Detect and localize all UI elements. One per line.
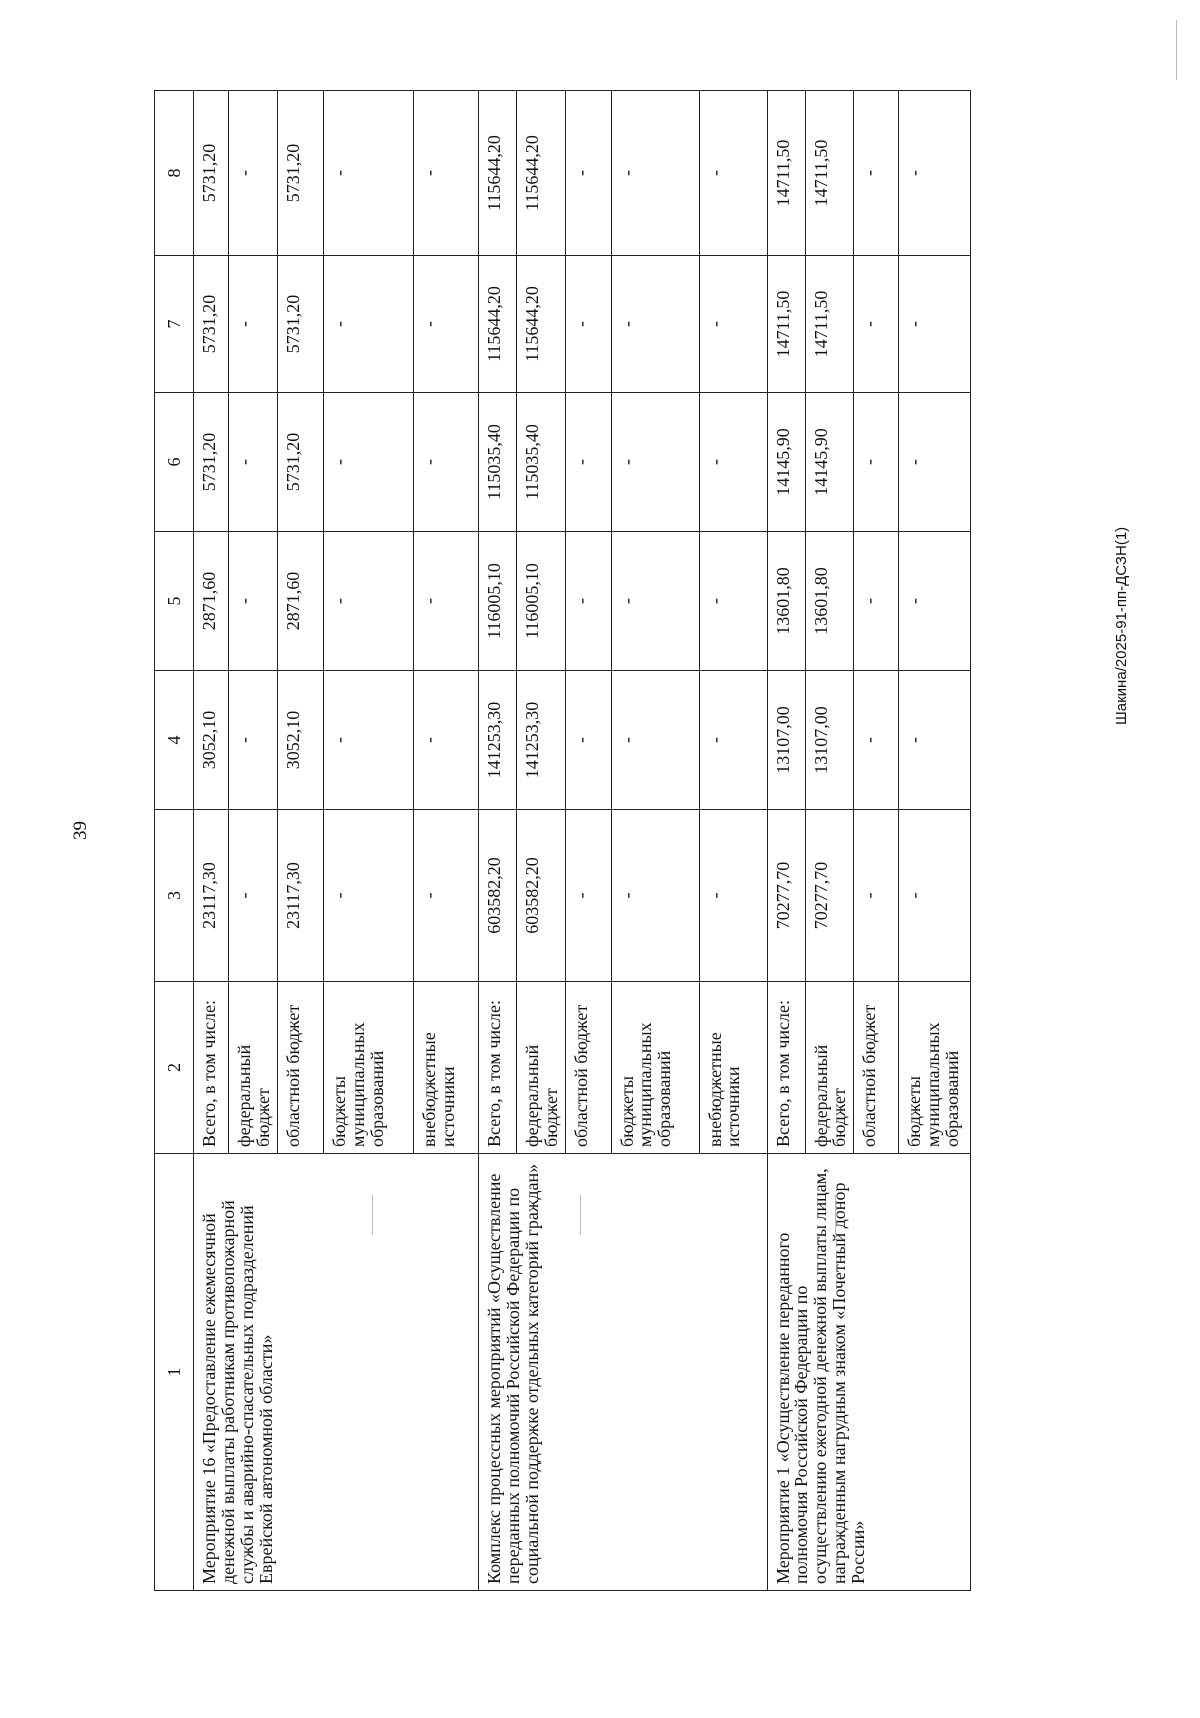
header-cell: 5 xyxy=(155,532,194,671)
amount-cell: - xyxy=(229,810,278,982)
amount-cell: 116005,10 xyxy=(516,532,565,671)
amount-cell: - xyxy=(229,256,278,393)
amount-cell: 115644,20 xyxy=(478,256,516,393)
amount-cell: - xyxy=(699,393,767,532)
amount-cell: 5731,20 xyxy=(277,393,323,532)
amount-cell: 115644,20 xyxy=(516,91,565,256)
amount-cell: 5731,20 xyxy=(277,256,323,393)
amount-cell: - xyxy=(899,91,971,256)
amount-cell: 115035,40 xyxy=(516,393,565,532)
amount-cell: - xyxy=(323,671,413,810)
amount-cell: - xyxy=(413,91,478,256)
amount-cell: - xyxy=(699,91,767,256)
scan-artifact-line xyxy=(1176,20,1177,80)
funding-source-cell: областной бюджет xyxy=(277,982,323,1154)
amount-cell: - xyxy=(229,532,278,671)
funding-source-cell: Всего, в том числе: xyxy=(767,982,805,1154)
amount-cell: 23117,30 xyxy=(277,810,323,982)
amount-cell: 115644,20 xyxy=(516,256,565,393)
table-body xyxy=(155,91,971,1591)
amount-cell: 70277,70 xyxy=(805,810,854,982)
amount-cell: - xyxy=(611,810,699,982)
amount-cell: 5731,20 xyxy=(277,91,323,256)
amount-cell: - xyxy=(854,532,899,671)
funding-source-cell: бюджеты муниципальных образований xyxy=(611,982,699,1154)
amount-cell: - xyxy=(611,91,699,256)
amount-cell: - xyxy=(854,810,899,982)
header-cell: 6 xyxy=(155,393,194,532)
funding-source-cell: внебюджетные источники xyxy=(413,982,478,1154)
amount-cell: - xyxy=(323,256,413,393)
funding-source-cell: областной бюджет xyxy=(565,982,611,1154)
amount-cell: 13107,00 xyxy=(805,671,854,810)
table-row xyxy=(478,91,516,1591)
amount-cell: - xyxy=(413,810,478,982)
amount-cell: 70277,70 xyxy=(767,810,805,982)
amount-cell: 3052,10 xyxy=(194,671,229,810)
header-cell: 4 xyxy=(155,671,194,810)
budget-table xyxy=(154,90,971,1591)
amount-cell: 5731,20 xyxy=(194,256,229,393)
amount-cell: - xyxy=(699,671,767,810)
amount-cell: 13601,80 xyxy=(767,532,805,671)
amount-cell: - xyxy=(229,671,278,810)
amount-cell: - xyxy=(899,256,971,393)
table-row xyxy=(767,91,805,1591)
amount-cell: - xyxy=(699,810,767,982)
amount-cell: - xyxy=(611,393,699,532)
funding-source-cell: бюджеты муниципальных образований xyxy=(323,982,413,1154)
budget-table-container xyxy=(154,91,971,1591)
amount-cell: - xyxy=(565,91,611,256)
amount-cell: - xyxy=(413,532,478,671)
amount-cell: - xyxy=(565,532,611,671)
amount-cell: - xyxy=(611,532,699,671)
amount-cell: - xyxy=(854,91,899,256)
header-cell: 8 xyxy=(155,91,194,256)
amount-cell: 13107,00 xyxy=(767,671,805,810)
amount-cell: - xyxy=(899,810,971,982)
amount-cell: - xyxy=(565,393,611,532)
amount-cell: - xyxy=(229,91,278,256)
amount-cell: 5731,20 xyxy=(194,393,229,532)
amount-cell: - xyxy=(413,393,478,532)
amount-cell: 141253,30 xyxy=(516,671,565,810)
funding-source-cell: Всего, в том числе: xyxy=(194,982,229,1154)
amount-cell: - xyxy=(229,393,278,532)
amount-cell: 5731,20 xyxy=(194,91,229,256)
header-cell: 7 xyxy=(155,256,194,393)
funding-source-cell: внебюджетные источники xyxy=(699,982,767,1154)
header-cell: 1 xyxy=(155,1154,194,1591)
funding-source-cell: областной бюджет xyxy=(854,982,899,1154)
header-row xyxy=(155,91,194,1591)
funding-source-cell: федеральный бюджет xyxy=(229,982,278,1154)
amount-cell: 14711,50 xyxy=(767,91,805,256)
amount-cell: - xyxy=(611,256,699,393)
amount-cell: - xyxy=(323,393,413,532)
amount-cell: - xyxy=(899,532,971,671)
amount-cell: 14711,50 xyxy=(805,256,854,393)
amount-cell: 141253,30 xyxy=(478,671,516,810)
page-number: 39 xyxy=(70,821,91,840)
amount-cell: - xyxy=(699,532,767,671)
amount-cell: - xyxy=(565,810,611,982)
amount-cell: 2871,60 xyxy=(277,532,323,671)
amount-cell: 14145,90 xyxy=(767,393,805,532)
amount-cell: 603582,20 xyxy=(516,810,565,982)
amount-cell: - xyxy=(565,256,611,393)
amount-cell: 14145,90 xyxy=(805,393,854,532)
amount-cell: 13601,80 xyxy=(805,532,854,671)
amount-cell: - xyxy=(854,393,899,532)
amount-cell: - xyxy=(323,810,413,982)
header-cell: 3 xyxy=(155,810,194,982)
amount-cell: 115644,20 xyxy=(478,91,516,256)
amount-cell: 2871,60 xyxy=(194,532,229,671)
amount-cell: 116005,10 xyxy=(478,532,516,671)
amount-cell: - xyxy=(699,256,767,393)
funding-source-cell: федеральный бюджет xyxy=(516,982,565,1154)
amount-cell: 14711,50 xyxy=(767,256,805,393)
amount-cell: - xyxy=(565,671,611,810)
funding-source-cell: федеральный бюджет xyxy=(805,982,854,1154)
amount-cell: - xyxy=(323,91,413,256)
amount-cell: - xyxy=(854,671,899,810)
amount-cell: - xyxy=(323,532,413,671)
amount-cell: - xyxy=(854,256,899,393)
header-cell: 2 xyxy=(155,982,194,1154)
activity-name-cell: Мероприятие 16 «Предоставление ежемесячной денежной выплаты работникам противопожарной службы и аварийно-спасательных подразделений Еврейской автономной области» xyxy=(194,1154,479,1591)
amount-cell: - xyxy=(899,393,971,532)
funding-source-cell: бюджеты муниципальных образований xyxy=(899,982,971,1154)
amount-cell: 603582,20 xyxy=(478,810,516,982)
amount-cell: - xyxy=(899,671,971,810)
table-row xyxy=(194,91,229,1591)
document-code: Шакина/2025-91-пп-ДСЗН(1) xyxy=(1113,526,1130,725)
amount-cell: - xyxy=(413,671,478,810)
amount-cell: 3052,10 xyxy=(277,671,323,810)
amount-cell: 115035,40 xyxy=(478,393,516,532)
funding-source-cell: Всего, в том числе: xyxy=(478,982,516,1154)
amount-cell: 14711,50 xyxy=(805,91,854,256)
activity-name-cell: Комплекс процессных мероприятий «Осуществление переданных полномочий Российской Федерации по социальной поддержке отдельных категорий граждан» xyxy=(478,1154,767,1591)
amount-cell: - xyxy=(611,671,699,810)
amount-cell: - xyxy=(413,256,478,393)
amount-cell: 23117,30 xyxy=(194,810,229,982)
activity-name-cell: Мероприятие 1 «Осуществление переданного полномочия Российской Федерации по осуществлению ежегодной денежной выплаты лицам, награжденным нагрудным знаком «Почетный донор России» xyxy=(767,1154,971,1591)
